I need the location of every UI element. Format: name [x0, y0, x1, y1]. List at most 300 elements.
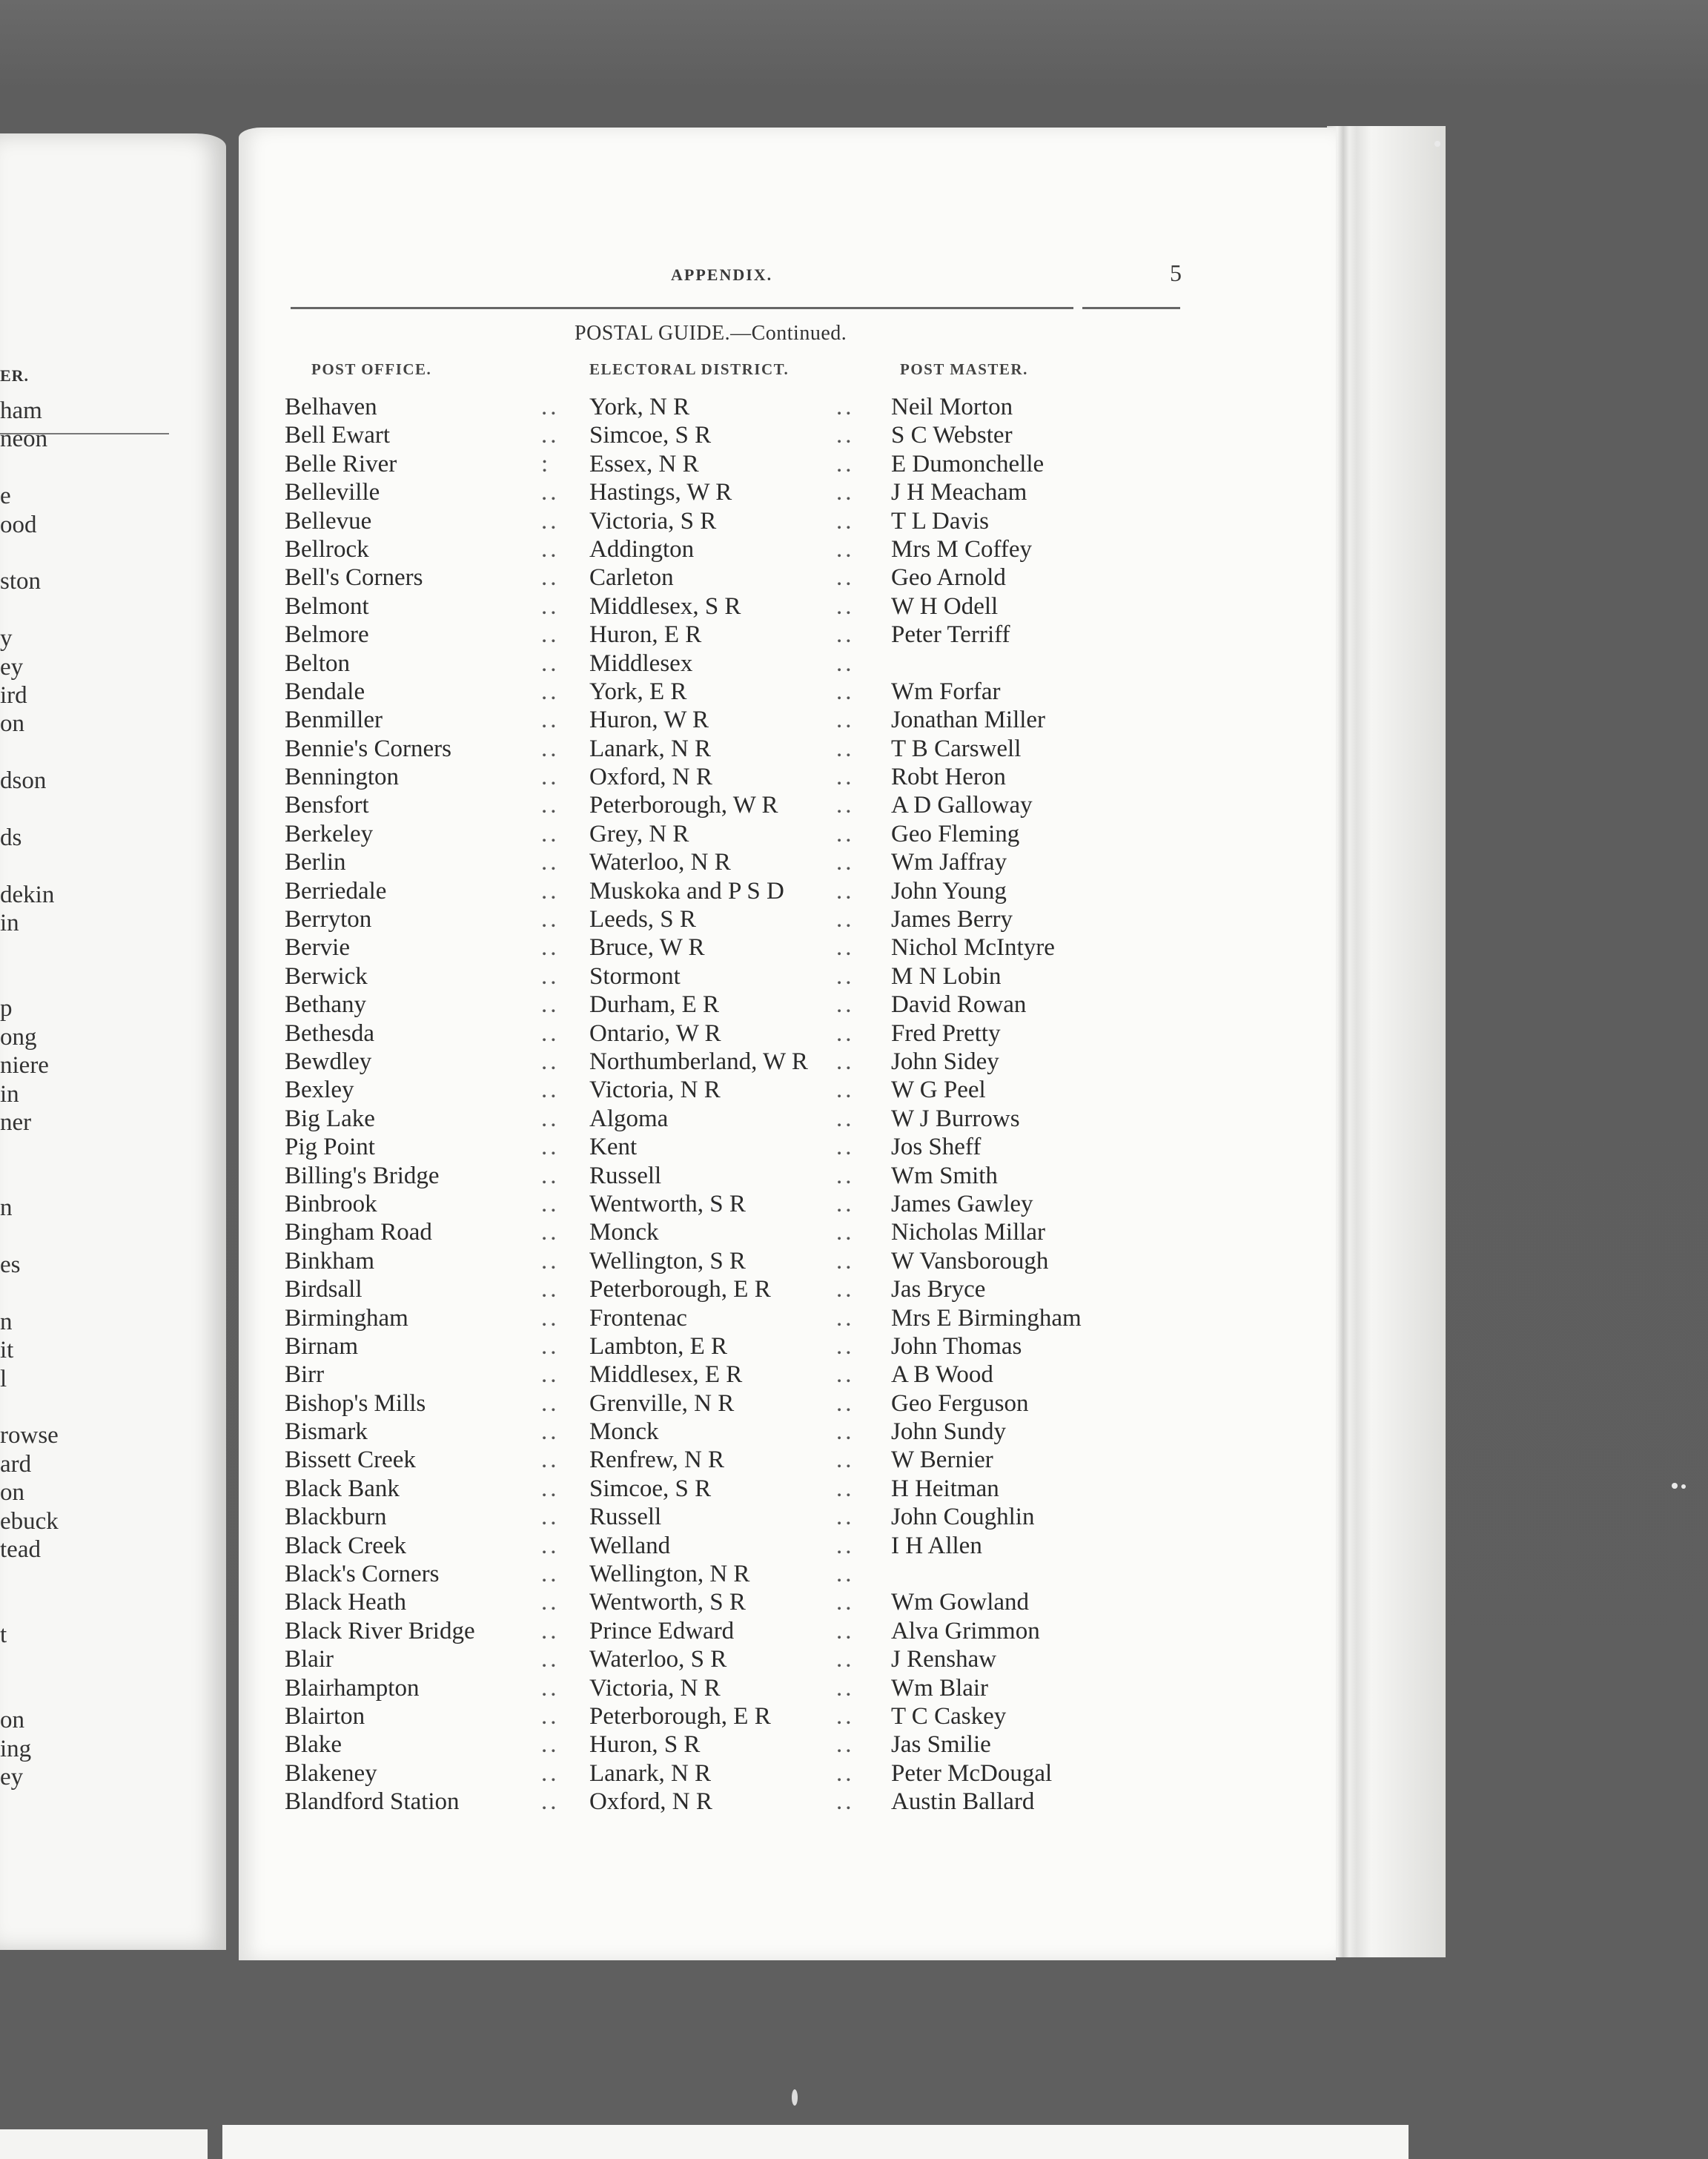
post-master-cell: W J Burrows — [891, 1105, 1020, 1132]
table-row — [0, 1218, 1708, 1246]
leader-dots: .. — [836, 764, 855, 791]
electoral-district-cell: Stormont — [589, 962, 681, 990]
electoral-district-cell: Carleton — [589, 564, 674, 592]
post-office-cell: Black Creek — [285, 1532, 407, 1559]
left-page-text-fragment: l — [0, 1365, 7, 1392]
post-office-cell: Black River Bridge — [285, 1617, 475, 1644]
post-office-cell: Benmiller — [285, 707, 383, 734]
table-row — [0, 1332, 1708, 1360]
post-master-cell: John Sidey — [891, 1048, 999, 1075]
leader-dots: .. — [836, 1019, 855, 1047]
post-master-cell: David Rowan — [891, 991, 1027, 1019]
left-page-text-fragment: ey — [0, 1764, 24, 1791]
leader-dots: .. — [541, 1646, 560, 1673]
leader-dots: .. — [836, 1504, 855, 1531]
leader-dots: .. — [541, 820, 560, 847]
electoral-district-cell: Monck — [589, 1418, 659, 1446]
left-page-text-fragment: n — [0, 1308, 13, 1335]
table-row — [0, 678, 1708, 706]
electoral-district-cell: Prince Edward — [589, 1617, 735, 1644]
left-page-text-fragment: dson — [0, 767, 47, 795]
table-row — [0, 991, 1708, 1019]
electoral-district-cell: Wellington, N R — [589, 1561, 750, 1588]
post-office-cell: Bethesda — [285, 1019, 374, 1047]
post-office-cell: Binkham — [285, 1247, 374, 1274]
post-office-cell: Blakeney — [285, 1759, 377, 1787]
leader-dots: .. — [836, 962, 855, 990]
electoral-district-cell: Essex, N R — [589, 450, 699, 477]
post-master-cell: A B Wood — [891, 1361, 993, 1389]
leader-dots: .. — [836, 1219, 855, 1246]
left-page-text-fragment: y — [0, 625, 13, 652]
leader-dots: .. — [541, 1361, 560, 1389]
electoral-district-cell: Bruce, W R — [589, 934, 705, 962]
electoral-district-cell: Monck — [589, 1219, 659, 1246]
table-row — [0, 706, 1708, 734]
left-page-text-fragment: ard — [0, 1450, 32, 1478]
post-master-cell: Peter McDougal — [891, 1759, 1053, 1787]
left-page-text-fragment: on — [0, 710, 24, 738]
leader-dots: .. — [836, 792, 855, 819]
table-row — [0, 877, 1708, 905]
leader-dots: .. — [836, 1105, 855, 1132]
post-master-cell: Wm Blair — [891, 1674, 989, 1702]
leader-dots: .. — [836, 1617, 855, 1644]
table-row — [0, 1360, 1708, 1389]
leader-dots: .. — [541, 1190, 560, 1217]
post-master-cell: Austin Ballard — [891, 1788, 1035, 1816]
leader-dots: .. — [541, 678, 560, 705]
leader-dots: .. — [541, 735, 560, 762]
table-row — [0, 1076, 1708, 1104]
electoral-district-cell: Durham, E R — [589, 991, 720, 1019]
leader-dots: .. — [836, 479, 855, 506]
electoral-district-cell: Lanark, N R — [589, 1759, 712, 1787]
leader-dots: .. — [836, 1304, 855, 1332]
post-master-cell: James Berry — [891, 906, 1013, 933]
post-office-cell: Pig Point — [285, 1134, 375, 1161]
left-page-text-fragment: it — [0, 1337, 14, 1364]
post-master-cell: John Thomas — [891, 1332, 1022, 1360]
post-office-cell: Blandford Station — [285, 1788, 460, 1816]
post-office-cell: Belton — [285, 649, 350, 677]
left-page-text-fragment: rowse — [0, 1422, 59, 1449]
post-master-cell: W Vansborough — [891, 1247, 1049, 1274]
post-office-cell: Blairhampton — [285, 1674, 420, 1702]
leader-dots: .. — [541, 535, 560, 563]
electoral-district-cell: Middlesex — [589, 649, 693, 677]
post-office-cell: Birmingham — [285, 1304, 408, 1332]
post-master-cell: T B Carswell — [891, 735, 1022, 762]
post-office-cell: Blair — [285, 1646, 334, 1673]
post-office-cell: Bennington — [285, 764, 399, 791]
electoral-district-cell: Northumberland, W R — [589, 1048, 808, 1075]
table-row — [0, 1048, 1708, 1076]
next-spread-left-edge — [0, 2129, 208, 2159]
table-row — [0, 1475, 1708, 1503]
electoral-district-cell: Welland — [589, 1532, 671, 1559]
leader-dots: .. — [836, 564, 855, 592]
post-master-cell: Peter Terriff — [891, 621, 1010, 649]
electoral-district-cell: Wentworth, S R — [589, 1589, 746, 1616]
electoral-district-cell: Waterloo, S R — [589, 1646, 727, 1673]
post-master-cell: Neil Morton — [891, 394, 1013, 420]
post-master-cell: Geo Arnold — [891, 564, 1006, 592]
post-master-cell: J H Meacham — [891, 479, 1027, 506]
electoral-district-cell: Peterborough, E R — [589, 1276, 771, 1303]
electoral-district-cell: Huron, W R — [589, 707, 709, 734]
leader-dots: .. — [836, 735, 855, 762]
electoral-district-cell: Waterloo, N R — [589, 849, 731, 876]
leader-dots: .. — [836, 1162, 855, 1189]
leader-dots: .. — [541, 792, 560, 819]
left-page-text-fragment: in — [0, 1080, 19, 1108]
post-master-cell: A D Galloway — [891, 792, 1033, 819]
post-office-cell: Berriedale — [285, 877, 387, 905]
leader-dots: .. — [836, 1788, 855, 1816]
leader-dots: .. — [541, 906, 560, 933]
post-office-cell: Bensfort — [285, 792, 369, 819]
scan-speck — [792, 2089, 798, 2106]
leader-dots: .. — [541, 1332, 560, 1360]
leader-dots: .. — [836, 1589, 855, 1616]
electoral-district-cell: Victoria, N R — [589, 1674, 721, 1702]
post-office-cell: Black Heath — [285, 1589, 407, 1616]
electoral-district-cell: Grey, N R — [589, 820, 689, 847]
table-row — [0, 962, 1708, 991]
leader-dots: .. — [541, 1048, 560, 1075]
electoral-district-cell: Algoma — [589, 1105, 669, 1132]
leader-dots: .. — [541, 934, 560, 962]
post-master-cell: Nichol McIntyre — [891, 934, 1055, 962]
post-master-cell: Alva Grimmon — [891, 1617, 1040, 1644]
post-master-cell: Wm Gowland — [891, 1589, 1030, 1616]
column-header-electoral-district: ELECTORAL DISTRICT. — [589, 360, 790, 378]
post-master-cell: W H Odell — [891, 592, 999, 620]
left-page-text-fragment: ey — [0, 653, 24, 681]
table-row — [0, 592, 1708, 621]
table-row — [0, 1588, 1708, 1616]
leader-dots: .. — [541, 564, 560, 592]
scan-speck — [1672, 1483, 1678, 1489]
leader-dots: .. — [836, 1731, 855, 1759]
table-row — [0, 820, 1708, 848]
leader-dots: .. — [836, 1561, 855, 1588]
left-page-text-fragment: on — [0, 1707, 24, 1734]
leader-dots: .. — [836, 394, 855, 420]
post-master-cell: John Young — [891, 877, 1007, 905]
leader-dots: .. — [836, 1332, 855, 1360]
leader-dots: .. — [836, 1048, 855, 1075]
leader-dots: .. — [541, 707, 560, 734]
leader-dots: .. — [541, 1134, 560, 1161]
post-master-cell: Jos Sheff — [891, 1134, 982, 1161]
leader-dots: .. — [541, 479, 560, 506]
left-page-text-fragment: ong — [0, 1023, 37, 1051]
table-row — [0, 563, 1708, 592]
table-row — [0, 1645, 1708, 1673]
leader-dots: .. — [541, 1674, 560, 1702]
column-header-post-master: POST MASTER. — [900, 360, 1028, 378]
table-row — [0, 649, 1708, 678]
post-office-cell: Birdsall — [285, 1276, 363, 1303]
post-office-cell: Belmore — [285, 621, 369, 649]
post-office-cell: Bendale — [285, 678, 365, 705]
leader-dots: .. — [541, 1304, 560, 1332]
leader-dots: .. — [541, 507, 560, 535]
table-row — [0, 1503, 1708, 1531]
leader-dots: .. — [836, 906, 855, 933]
leader-dots: .. — [836, 1247, 855, 1274]
post-master-cell: Jonathan Miller — [891, 707, 1046, 734]
electoral-district-cell: York, E R — [589, 678, 687, 705]
electoral-district-cell: Kent — [589, 1134, 638, 1161]
left-page-text-fragment: e — [0, 483, 11, 510]
post-master-cell: Wm Forfar — [891, 678, 1001, 705]
post-master-cell: Jas Smilie — [891, 1731, 991, 1759]
table-row — [0, 1788, 1708, 1816]
table-row — [0, 763, 1708, 791]
left-page-text-fragment: ds — [0, 824, 22, 851]
electoral-district-cell: Frontenac — [589, 1304, 687, 1332]
post-office-cell: Bervie — [285, 934, 350, 962]
leader-dots: .. — [541, 1589, 560, 1616]
post-office-cell: Billing's Bridge — [285, 1162, 440, 1189]
post-office-cell: Bell's Corners — [285, 564, 423, 592]
next-spread-right-edge — [222, 2125, 1409, 2159]
table-row — [0, 621, 1708, 649]
left-page-text-fragment: ham — [0, 397, 42, 424]
header-rule — [291, 307, 1180, 309]
post-master-cell: Nicholas Millar — [891, 1219, 1046, 1246]
leader-dots: .. — [541, 764, 560, 791]
table-row — [0, 1304, 1708, 1332]
left-page-text-fragment: ood — [0, 511, 37, 538]
leader-dots: .. — [836, 1702, 855, 1730]
table-row — [0, 1560, 1708, 1588]
post-master-cell: John Sundy — [891, 1418, 1006, 1446]
leader-dots: : — [541, 450, 552, 477]
table-row — [0, 1190, 1708, 1218]
scan-speck — [1681, 1484, 1686, 1489]
electoral-district-cell: Russell — [589, 1162, 662, 1189]
leader-dots: .. — [836, 1077, 855, 1104]
post-office-cell: Blackburn — [285, 1504, 387, 1531]
table-row — [0, 1617, 1708, 1645]
postal-guide-table — [0, 393, 1708, 1816]
left-page-text-fragment: in — [0, 910, 19, 937]
table-row — [0, 478, 1708, 506]
table-row — [0, 1702, 1708, 1730]
leader-dots: .. — [541, 991, 560, 1019]
post-office-cell: Bennie's Corners — [285, 735, 451, 762]
leader-dots: .. — [836, 1134, 855, 1161]
leader-dots: .. — [836, 849, 855, 876]
left-page-text-fragment: ing — [0, 1735, 32, 1762]
leader-dots: .. — [541, 1504, 560, 1531]
leader-dots: .. — [541, 849, 560, 876]
post-office-cell: Berkeley — [285, 820, 374, 847]
leader-dots: .. — [541, 1276, 560, 1303]
left-page-text-fragment: tead — [0, 1536, 41, 1563]
electoral-district-cell: Oxford, N R — [589, 1788, 712, 1816]
table-row — [0, 1532, 1708, 1560]
leader-dots: .. — [836, 991, 855, 1019]
leader-dots: .. — [836, 1361, 855, 1389]
left-page-text-fragment: p — [0, 995, 13, 1022]
post-master-cell: Robt Heron — [891, 764, 1006, 791]
table-row — [0, 735, 1708, 763]
electoral-district-cell: Grenville, N R — [589, 1389, 735, 1417]
table-row — [0, 1105, 1708, 1133]
post-office-cell: Birr — [285, 1361, 325, 1389]
leader-dots: .. — [836, 450, 855, 477]
post-office-cell: Belle River — [285, 450, 397, 477]
table-row — [0, 1275, 1708, 1303]
post-office-cell: Black Bank — [285, 1475, 400, 1502]
leader-dots: .. — [836, 1475, 855, 1502]
left-page-text-fragment: ston — [0, 568, 42, 595]
leader-dots: .. — [541, 1105, 560, 1132]
post-master-cell: W G Peel — [891, 1077, 986, 1104]
leader-dots: .. — [541, 1162, 560, 1189]
electoral-district-cell: Middlesex, E R — [589, 1361, 743, 1389]
leader-dots: .. — [836, 1190, 855, 1217]
leader-dots: .. — [836, 1418, 855, 1446]
electoral-district-cell: Ontario, W R — [589, 1019, 721, 1047]
leader-dots: .. — [541, 1418, 560, 1446]
leader-dots: .. — [836, 1759, 855, 1787]
left-page-text-fragment: neon — [0, 426, 48, 453]
leader-dots: .. — [541, 1702, 560, 1730]
post-office-cell: Bismark — [285, 1418, 368, 1446]
post-master-cell: Jas Bryce — [891, 1276, 986, 1303]
electoral-district-cell: York, N R — [589, 394, 690, 420]
electoral-district-cell: Wellington, S R — [589, 1247, 746, 1274]
leader-dots: .. — [836, 820, 855, 847]
post-office-cell: Blake — [285, 1731, 342, 1759]
left-page-text-fragment: n — [0, 1194, 13, 1222]
post-master-cell: S C Webster — [891, 422, 1013, 449]
leader-dots: .. — [541, 1219, 560, 1246]
left-page-text-fragment: dekin — [0, 881, 55, 908]
leader-dots: .. — [541, 1389, 560, 1417]
leader-dots: .. — [541, 1617, 560, 1644]
table-row — [0, 421, 1708, 449]
table-row — [0, 848, 1708, 876]
electoral-district-cell: Simcoe, S R — [589, 1475, 712, 1502]
post-master-cell: John Coughlin — [891, 1504, 1035, 1531]
leader-dots: .. — [541, 1561, 560, 1588]
leader-dots: .. — [541, 592, 560, 620]
post-office-cell: Black's Corners — [285, 1561, 440, 1588]
table-row — [0, 1019, 1708, 1048]
leader-dots: .. — [836, 649, 855, 677]
post-office-cell: Bellevue — [285, 507, 372, 535]
guide-title: POSTAL GUIDE.—Continued. — [575, 322, 847, 345]
leader-dots: .. — [541, 1759, 560, 1787]
post-office-cell: Birnam — [285, 1332, 358, 1360]
table-row — [0, 393, 1708, 421]
leader-dots: .. — [836, 1389, 855, 1417]
table-row — [0, 535, 1708, 563]
leader-dots: .. — [541, 1247, 560, 1274]
leader-dots: .. — [541, 1077, 560, 1104]
post-master-cell: E Dumonchelle — [891, 450, 1045, 477]
table-row — [0, 507, 1708, 535]
post-master-cell: T L Davis — [891, 507, 989, 535]
scan-speck — [1434, 141, 1440, 147]
electoral-district-cell: Simcoe, S R — [589, 422, 712, 449]
post-master-cell: H Heitman — [891, 1475, 999, 1502]
table-row — [0, 1162, 1708, 1190]
electoral-district-cell: Peterborough, W R — [589, 792, 778, 819]
table-row — [0, 1418, 1708, 1446]
table-row — [0, 1247, 1708, 1275]
electoral-district-cell: Middlesex, S R — [589, 592, 741, 620]
leader-dots: .. — [541, 422, 560, 449]
leader-dots: .. — [541, 1475, 560, 1502]
post-office-cell: Berlin — [285, 849, 346, 876]
electoral-district-cell: Victoria, S R — [589, 507, 717, 535]
column-headers — [0, 360, 1708, 383]
electoral-district-cell: Addington — [589, 535, 695, 563]
leader-dots: .. — [541, 1731, 560, 1759]
leader-dots: .. — [836, 707, 855, 734]
leader-dots: .. — [836, 1447, 855, 1474]
leader-dots: .. — [541, 621, 560, 649]
electoral-district-cell: Wentworth, S R — [589, 1190, 746, 1217]
post-office-cell: Bewdley — [285, 1048, 372, 1075]
electoral-district-cell: Leeds, S R — [589, 906, 696, 933]
column-header-post-office: POST OFFICE. — [311, 360, 432, 378]
electoral-district-cell: Huron, S R — [589, 1731, 701, 1759]
left-page-text-fragment: niere — [0, 1052, 49, 1080]
post-office-cell: Bellrock — [285, 535, 369, 563]
leader-dots: .. — [541, 1447, 560, 1474]
leader-dots: .. — [541, 649, 560, 677]
post-master-cell: Mrs M Coffey — [891, 535, 1033, 563]
leader-dots: .. — [836, 1646, 855, 1673]
electoral-district-cell: Renfrew, N R — [589, 1447, 725, 1474]
leader-dots: .. — [836, 1674, 855, 1702]
left-page-text-fragment: on — [0, 1479, 24, 1507]
left-page-text-fragment: ner — [0, 1109, 32, 1136]
table-row — [0, 1730, 1708, 1759]
post-office-cell: Berwick — [285, 962, 368, 990]
post-office-cell: Big Lake — [285, 1105, 375, 1132]
leader-dots: .. — [836, 877, 855, 905]
running-title: APPENDIX. — [671, 265, 773, 284]
table-row — [0, 905, 1708, 933]
leader-dots: .. — [836, 535, 855, 563]
post-office-cell: Belmont — [285, 592, 369, 620]
leader-dots: .. — [836, 934, 855, 962]
electoral-district-cell: Hastings, W R — [589, 479, 732, 506]
table-row — [0, 1674, 1708, 1702]
post-master-cell: Wm Jaffray — [891, 849, 1007, 876]
table-row — [0, 450, 1708, 478]
left-page-text-fragment: ebuck — [0, 1507, 59, 1535]
post-master-cell: Geo Ferguson — [891, 1389, 1029, 1417]
electoral-district-cell: Russell — [589, 1504, 662, 1531]
post-office-cell: Bingham Road — [285, 1219, 432, 1246]
leader-dots: .. — [836, 1532, 855, 1559]
post-master-cell: T C Caskey — [891, 1702, 1007, 1730]
left-page-text-fragment: ird — [0, 682, 27, 709]
post-office-cell: Bishop's Mills — [285, 1389, 426, 1417]
post-office-cell: Bexley — [285, 1077, 354, 1104]
